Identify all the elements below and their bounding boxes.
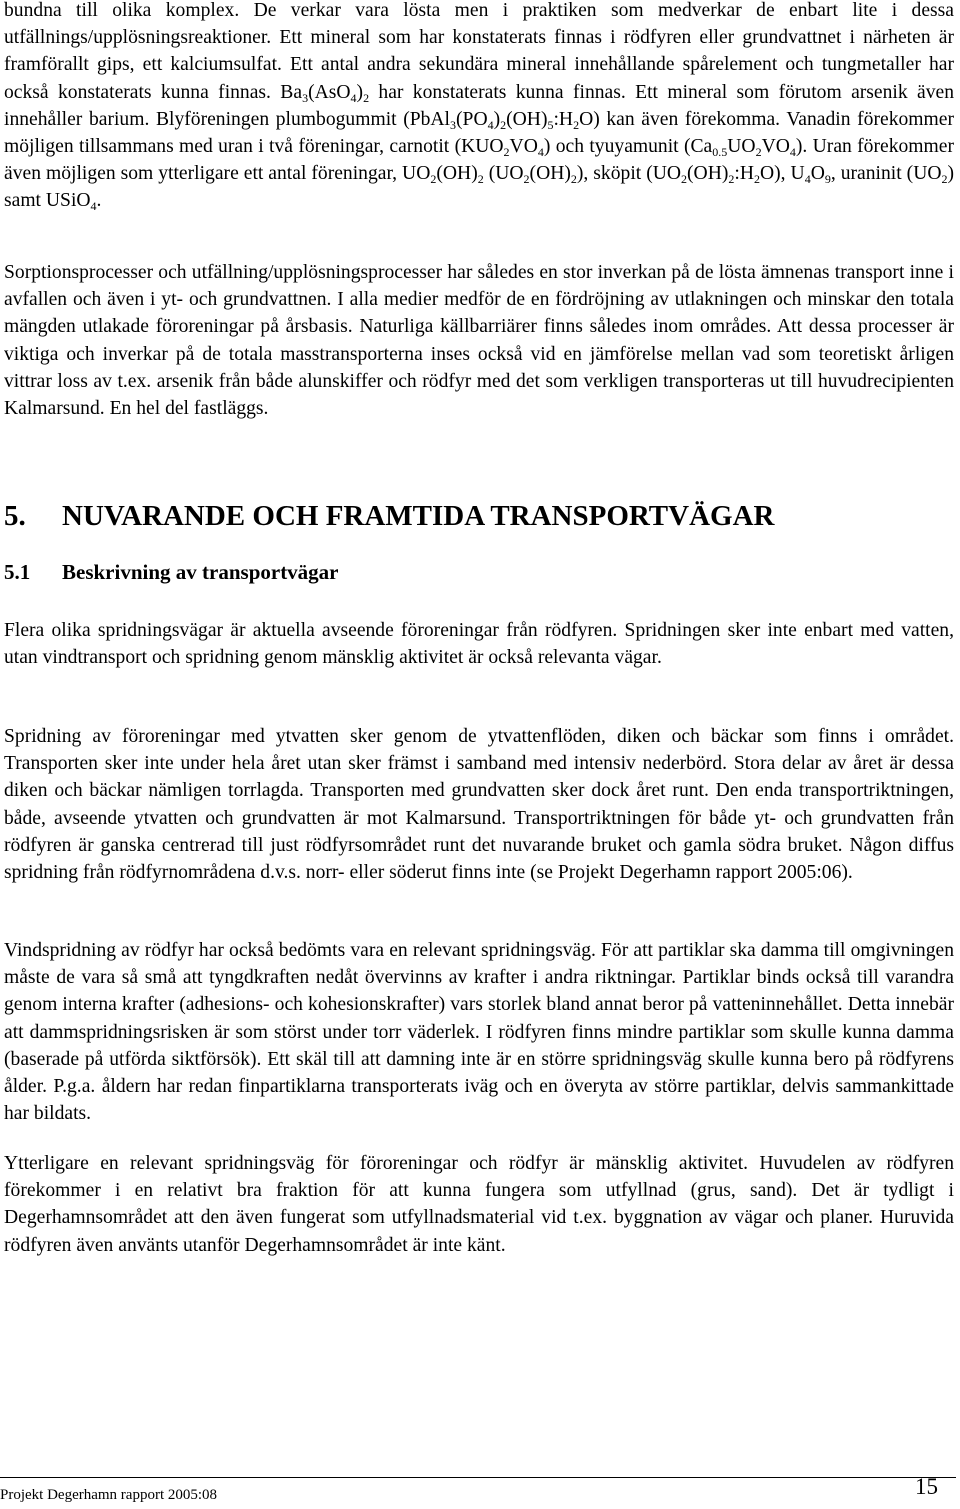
footer-divider (0, 1477, 956, 1478)
subsection-heading-5-1 (4, 560, 339, 585)
paragraph-human-activity: Ytterligare en relevant spridningsväg för föroreningar och rödfyr är mänsklig aktivitet. Huvudelen av rödfyren förekommer i en relativt bra fraktion för att kunna fungera som utfyllnad (grus, sand). Det är tydligt i Degerhamnsområdet att den även fungerat som utfyllnadsmaterial vid t.ex. byggnation av vägar och planer. Huruvida rödfyren även använts utanför Degerhamnsområdet är inte känt. (4, 1153, 954, 1256)
subsection-title: Beskrivning av transportvägar (62, 560, 339, 584)
paragraph-surface-water: Spridning av föroreningar med ytvatten sker genom de ytvattenflöden, diken och bäckar som finns i området. Transporten sker inte under hela året utan sker främst i samband med intensiv nederbörd. Stora delar av året är dessa diken och bäckar nämligen torrlagda. Transporten med grundvatten sker dock året runt. Den enda transportriktningen, både, avseende ytvatten och grundvatten är mot Kalmarsund. Transportriktningen för både yt- och grundvatten från rödfyren är ganska centrerad till just rödfyrsområdet runt det nuvarande bruket och gamla södra bruket. Någon diffus spridning från rödfyrnområdena d.v.s. norr- eller söderut finns inte (se Projekt Degerhamn rapport 2005:06). (4, 726, 954, 884)
paragraph-spreading-paths: Flera olika spridningsvägar är aktuella avseende föroreningar från rödfyren. Spridningen sker inte enbart med vatten, utan vindtransport och spridning genom mänsklig aktivitet är också relevanta vägar. (4, 620, 954, 669)
subsection-number: 5.1 (4, 560, 31, 584)
page-number: 15 (915, 1474, 938, 1499)
section-heading-5 (4, 500, 774, 533)
section-number: 5. (4, 500, 26, 532)
paragraph-sorption: Sorptionsprocesser och utfällning/upplösningsprocesser har således en stor inverkan på de lösta ämnenas transport inne i avfallen och även i yt- och grundvattnen. I alla medier medför de en fördröjning av utlakningen och minskar den totala mängden utlakade föroreningar på årsbasis. Naturliga källbarriärer finns således inom områdes. Att dessa processer är viktiga och inverkar på de totala masstransporterna inses också vid en jämförelse mellan vad som teoretiskt årligen vittrar loss av t.ex. arsenik från både alunskiffer och rödfyr med det som verkligen transporteras ut till huvudrecipienten Kalmarsund. En hel del fastläggs. (4, 262, 954, 420)
footer-report-name: Projekt Degerhamn rapport 2005:08 (0, 1487, 218, 1503)
paragraph-minerals: bundna till olika komplex. De verkar vara lösta men i praktiken som medverkar de enbart lite i dessa utfällnings/upplösningsreaktioner. Ett mineral som har konstaterats finnas i rödfyren eller grundvattnet i närheten är framförallt gips, ett kalciumsulfat. Ett antal andra sekundära mineral innehållande spårelement och tungmetaller har också konstaterats kunna finnas. $Ba_3(AsO_4)_2$ har konstaterats kunna finnas. Ett mineral som förutom arsenik även innehåller barium. Blyföreningen plumbogummit $(PbAl_3(PO_4)_2(OH)_5:H_2O)$ kan även förekomma. Vanadin förekommer möjligen tillsammans med uran i två föreningar, carnotit $(KUO_2VO_4)$ och tyuyamunit $(Ca_{0.5}UO_2VO_4)$. Uran förekommer även möjligen som ytterligare ett antal föreningar, $UO_2(OH)_2$ $(UO_2(OH)_2)$, sköpit $(UO_2(OH)_2:H_2O)$, $U_4O_9$, uraninit $(UO_2)$ samt USiO$_4$. (4, 0, 955, 214)
paragraph-wind: Vindspridning av rödfyr har också bedömts vara en relevant spridningsväg. För att partiklar ska damma till omgivningen måste de vara så små att tyngdkraften nedåt övervinns av krafter i andra riktningar. Partiklar binds också till varandra genom interna krafter (adhesions- och kohesionskrafter) vars storlek bland annat beror på vatteninnehållet. Detta innebär att dammspridningsrisken är som störst under torr väderlek. I rödfyren finns mindre partiklar som skulle kunna damma (baserade på utförda siktförsök). Ett skäl till att damning inte är en större spridningsväg skulle kunna bero på rödfyrens ålder. P.g.a. åldern har redan finpartiklarna transporterats iväg och en överyta av större partiklar, delvis sammankittade har bildats. (4, 940, 954, 1125)
section-title: NUVARANDE OCH FRAMTIDA TRANSPORTVÄGAR (62, 500, 775, 532)
